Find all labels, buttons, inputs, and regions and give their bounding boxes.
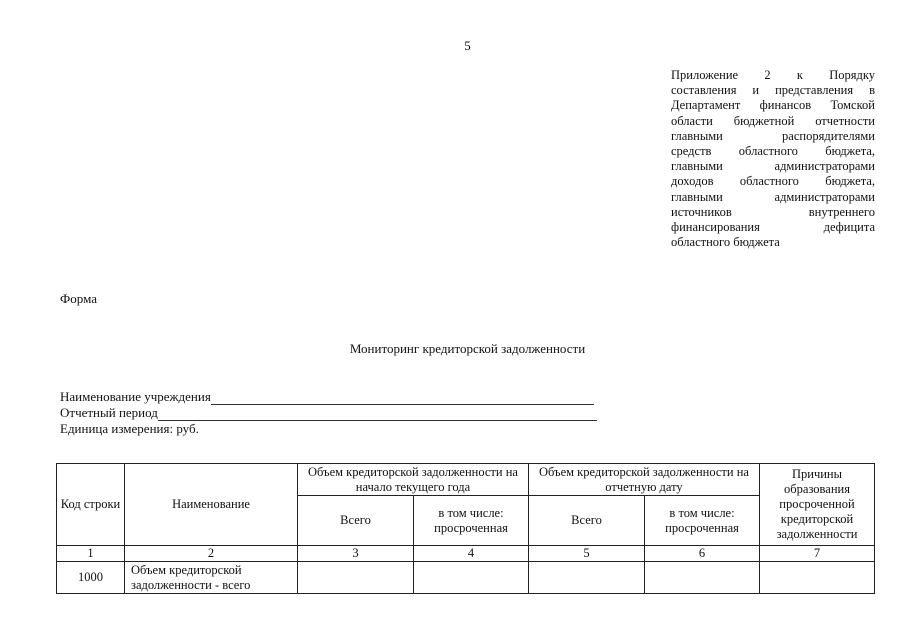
column-number: 7 — [760, 546, 875, 562]
cell-report-total[interactable] — [529, 562, 645, 594]
appendix-line: составления и представления в — [671, 83, 875, 98]
header-code: Код строки — [57, 464, 125, 546]
document-title: Мониторинг кредиторской задолженности — [349, 341, 586, 356]
appendix-line: главными распорядителями — [671, 128, 875, 143]
appendix-line: средств областного бюджета, — [671, 144, 875, 159]
row-name: Объем кредиторской задолженности - всего — [125, 562, 298, 594]
appendix-line: источников внутреннего — [671, 204, 875, 219]
table-row — [57, 562, 875, 594]
subheader-overdue: в том числе: просроченная — [414, 496, 529, 546]
institution-label: Наименование учреждения — [60, 389, 211, 404]
appendix-line: главными администраторами — [671, 189, 875, 204]
appendix-line: Департамент финансов Томской — [671, 98, 875, 113]
column-number: 1 — [57, 546, 125, 562]
cell-report-overdue[interactable] — [645, 562, 760, 594]
cell-reasons[interactable] — [760, 562, 875, 594]
appendix-note — [671, 68, 875, 250]
appendix-line: главными администраторами — [671, 159, 875, 174]
cell-start-total[interactable] — [298, 562, 414, 594]
period-fill-line — [158, 408, 597, 421]
column-number: 3 — [298, 546, 414, 562]
institution-fill-line — [211, 392, 594, 405]
appendix-line: области бюджетной отчетности — [671, 113, 875, 128]
page-number: 5 — [464, 38, 471, 53]
form-label: Форма — [60, 291, 97, 306]
appendix-line: доходов областного бюджета, — [671, 174, 875, 189]
header-group-report-date: Объем кредиторской задолженности на отчетную дату — [529, 464, 760, 496]
unit-label: Единица измерения: руб. — [60, 421, 199, 436]
institution-field — [60, 389, 594, 405]
appendix-line: финансирования дефицита — [671, 220, 875, 235]
row-code: 1000 — [57, 562, 125, 594]
monitoring-table — [56, 463, 875, 594]
column-number-row — [57, 546, 875, 562]
column-number: 4 — [414, 546, 529, 562]
header-group-start-year: Объем кредиторской задолженности на начало текущего года — [298, 464, 529, 496]
subheader-overdue: в том числе: просроченная — [645, 496, 760, 546]
column-number: 5 — [529, 546, 645, 562]
header-name: Наименование — [125, 464, 298, 546]
header-reasons: Причины образования просроченной кредиторской задолженности — [760, 464, 875, 546]
column-number: 6 — [645, 546, 760, 562]
cell-start-overdue[interactable] — [414, 562, 529, 594]
period-label: Отчетный период — [60, 405, 158, 420]
table-header-row — [57, 464, 875, 496]
period-field — [60, 405, 597, 421]
appendix-line: областного бюджета — [671, 235, 780, 250]
appendix-line: Приложение 2 к Порядку — [671, 68, 875, 82]
unit-field — [60, 421, 199, 437]
subheader-total: Всего — [529, 496, 645, 546]
subheader-total: Всего — [298, 496, 414, 546]
column-number: 2 — [125, 546, 298, 562]
